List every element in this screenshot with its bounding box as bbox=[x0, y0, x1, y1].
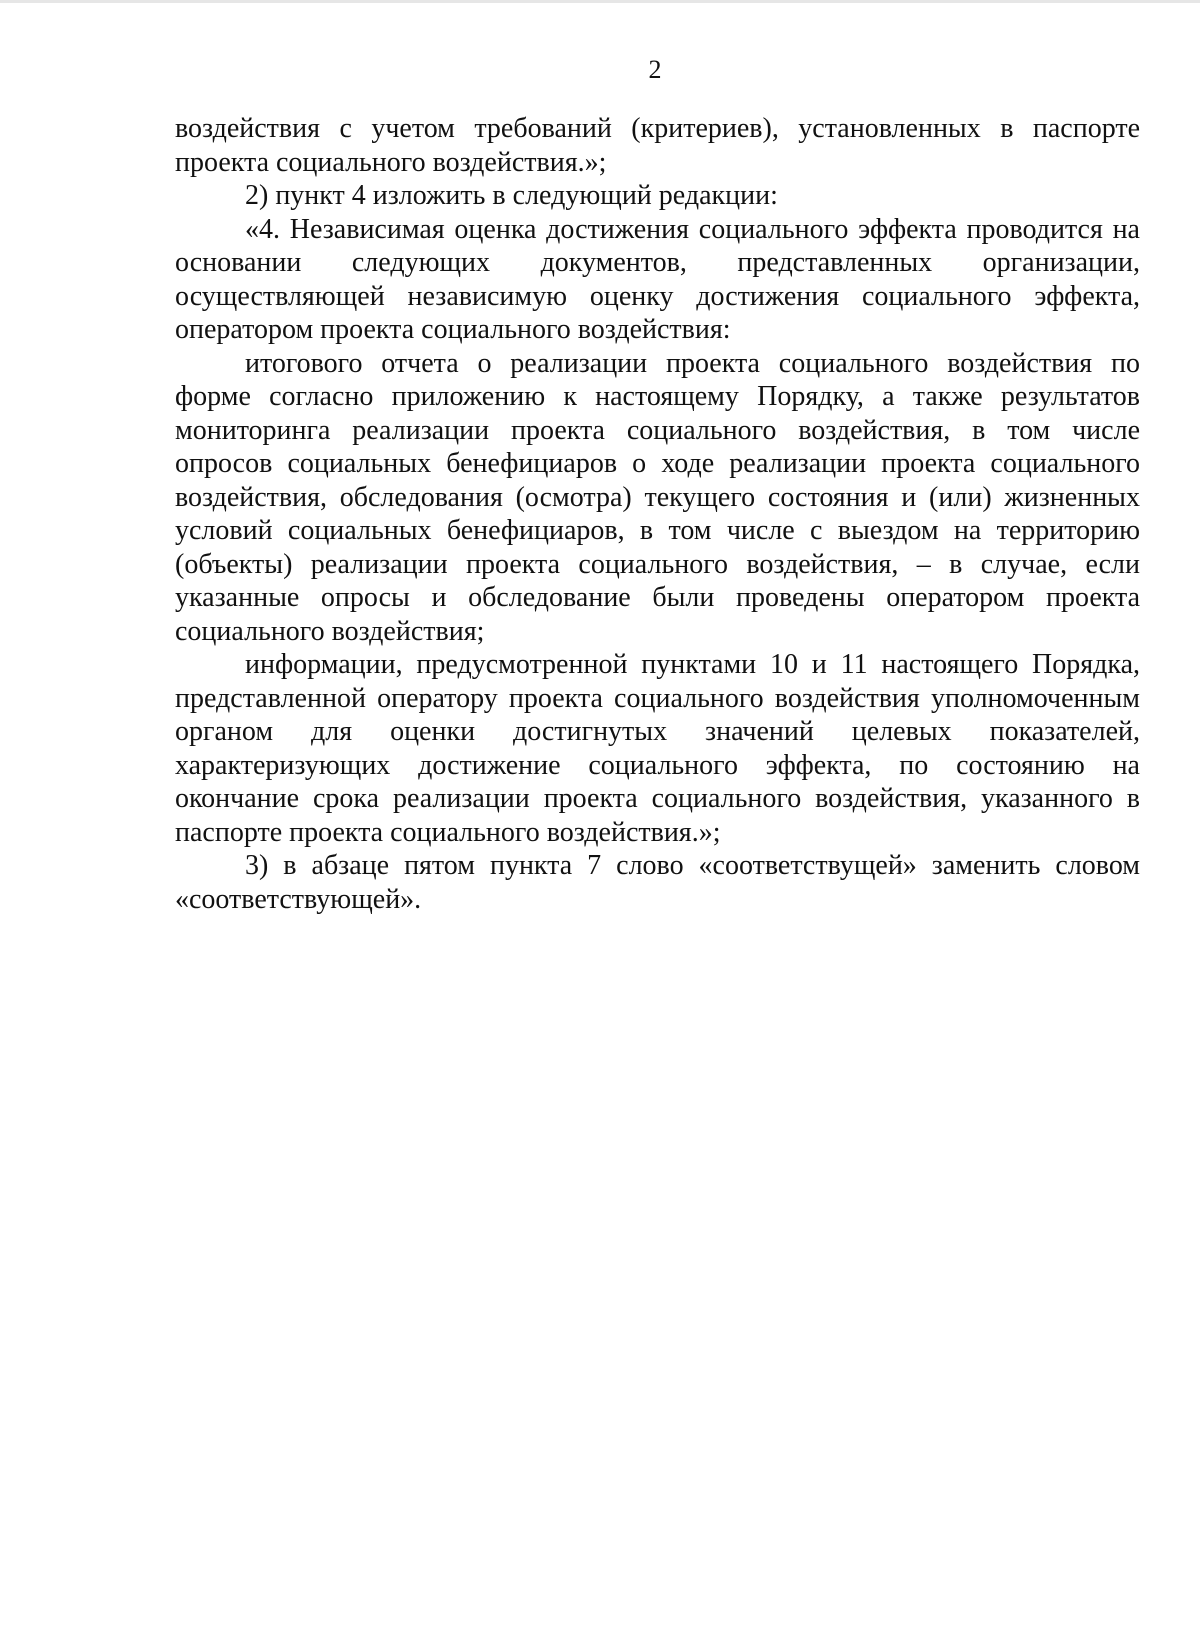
document-body bbox=[175, 112, 1140, 916]
paragraph-final-report: итогового отчета о реализации проекта социального воздействия по форме согласно приложению к настоящему Порядку, а также результатов мониторинга реализации проекта социального воздействия, в том числе опросов социальных бенефициаров о ходе реализации проекта социального воздействия, обследования (осмотра) текущего состояния и (или) жизненных условий социальных бенефициаров, в том числе с выездом на территорию (объекты) реализации проекта социального воздействия, – в случае, если указанные опросы и обследование были проведены оператором проекта социального воздействия; bbox=[175, 347, 1140, 647]
paragraph-item-2: 2) пункт 4 изложить в следующий редакции: bbox=[245, 180, 778, 211]
paragraph-information: информации, предусмотренной пунктами 10 и 11 настоящего Порядка, представленной оператору проекта социального воздействия уполномоченным органом для оценки достигнутых значений целевых показателей, характеризующих достижение социального эффекта, по состоянию на окончание срока реализации проекта социального воздействия, указанного в паспорте проекта социального воздействия.»; bbox=[175, 649, 1140, 848]
paragraph-point-4: «4. Независимая оценка достижения социального эффекта проводится на основании следующих документов, представленных организации, осуществляющей независимую оценку достижения социального эффекта, оператором проекта социального воздействия: bbox=[175, 213, 1140, 345]
page-number: 2 bbox=[648, 55, 662, 84]
paragraph-item-3: 3) в абзаце пятом пункта 7 слово «соответствущей» заменить словом «соответствующей». bbox=[175, 850, 1140, 915]
scan-edge bbox=[0, 0, 1200, 3]
paragraph-continuation: воздействия с учетом требований (критериев), установленных в паспорте проекта социального воздействия.»; bbox=[175, 113, 1140, 178]
